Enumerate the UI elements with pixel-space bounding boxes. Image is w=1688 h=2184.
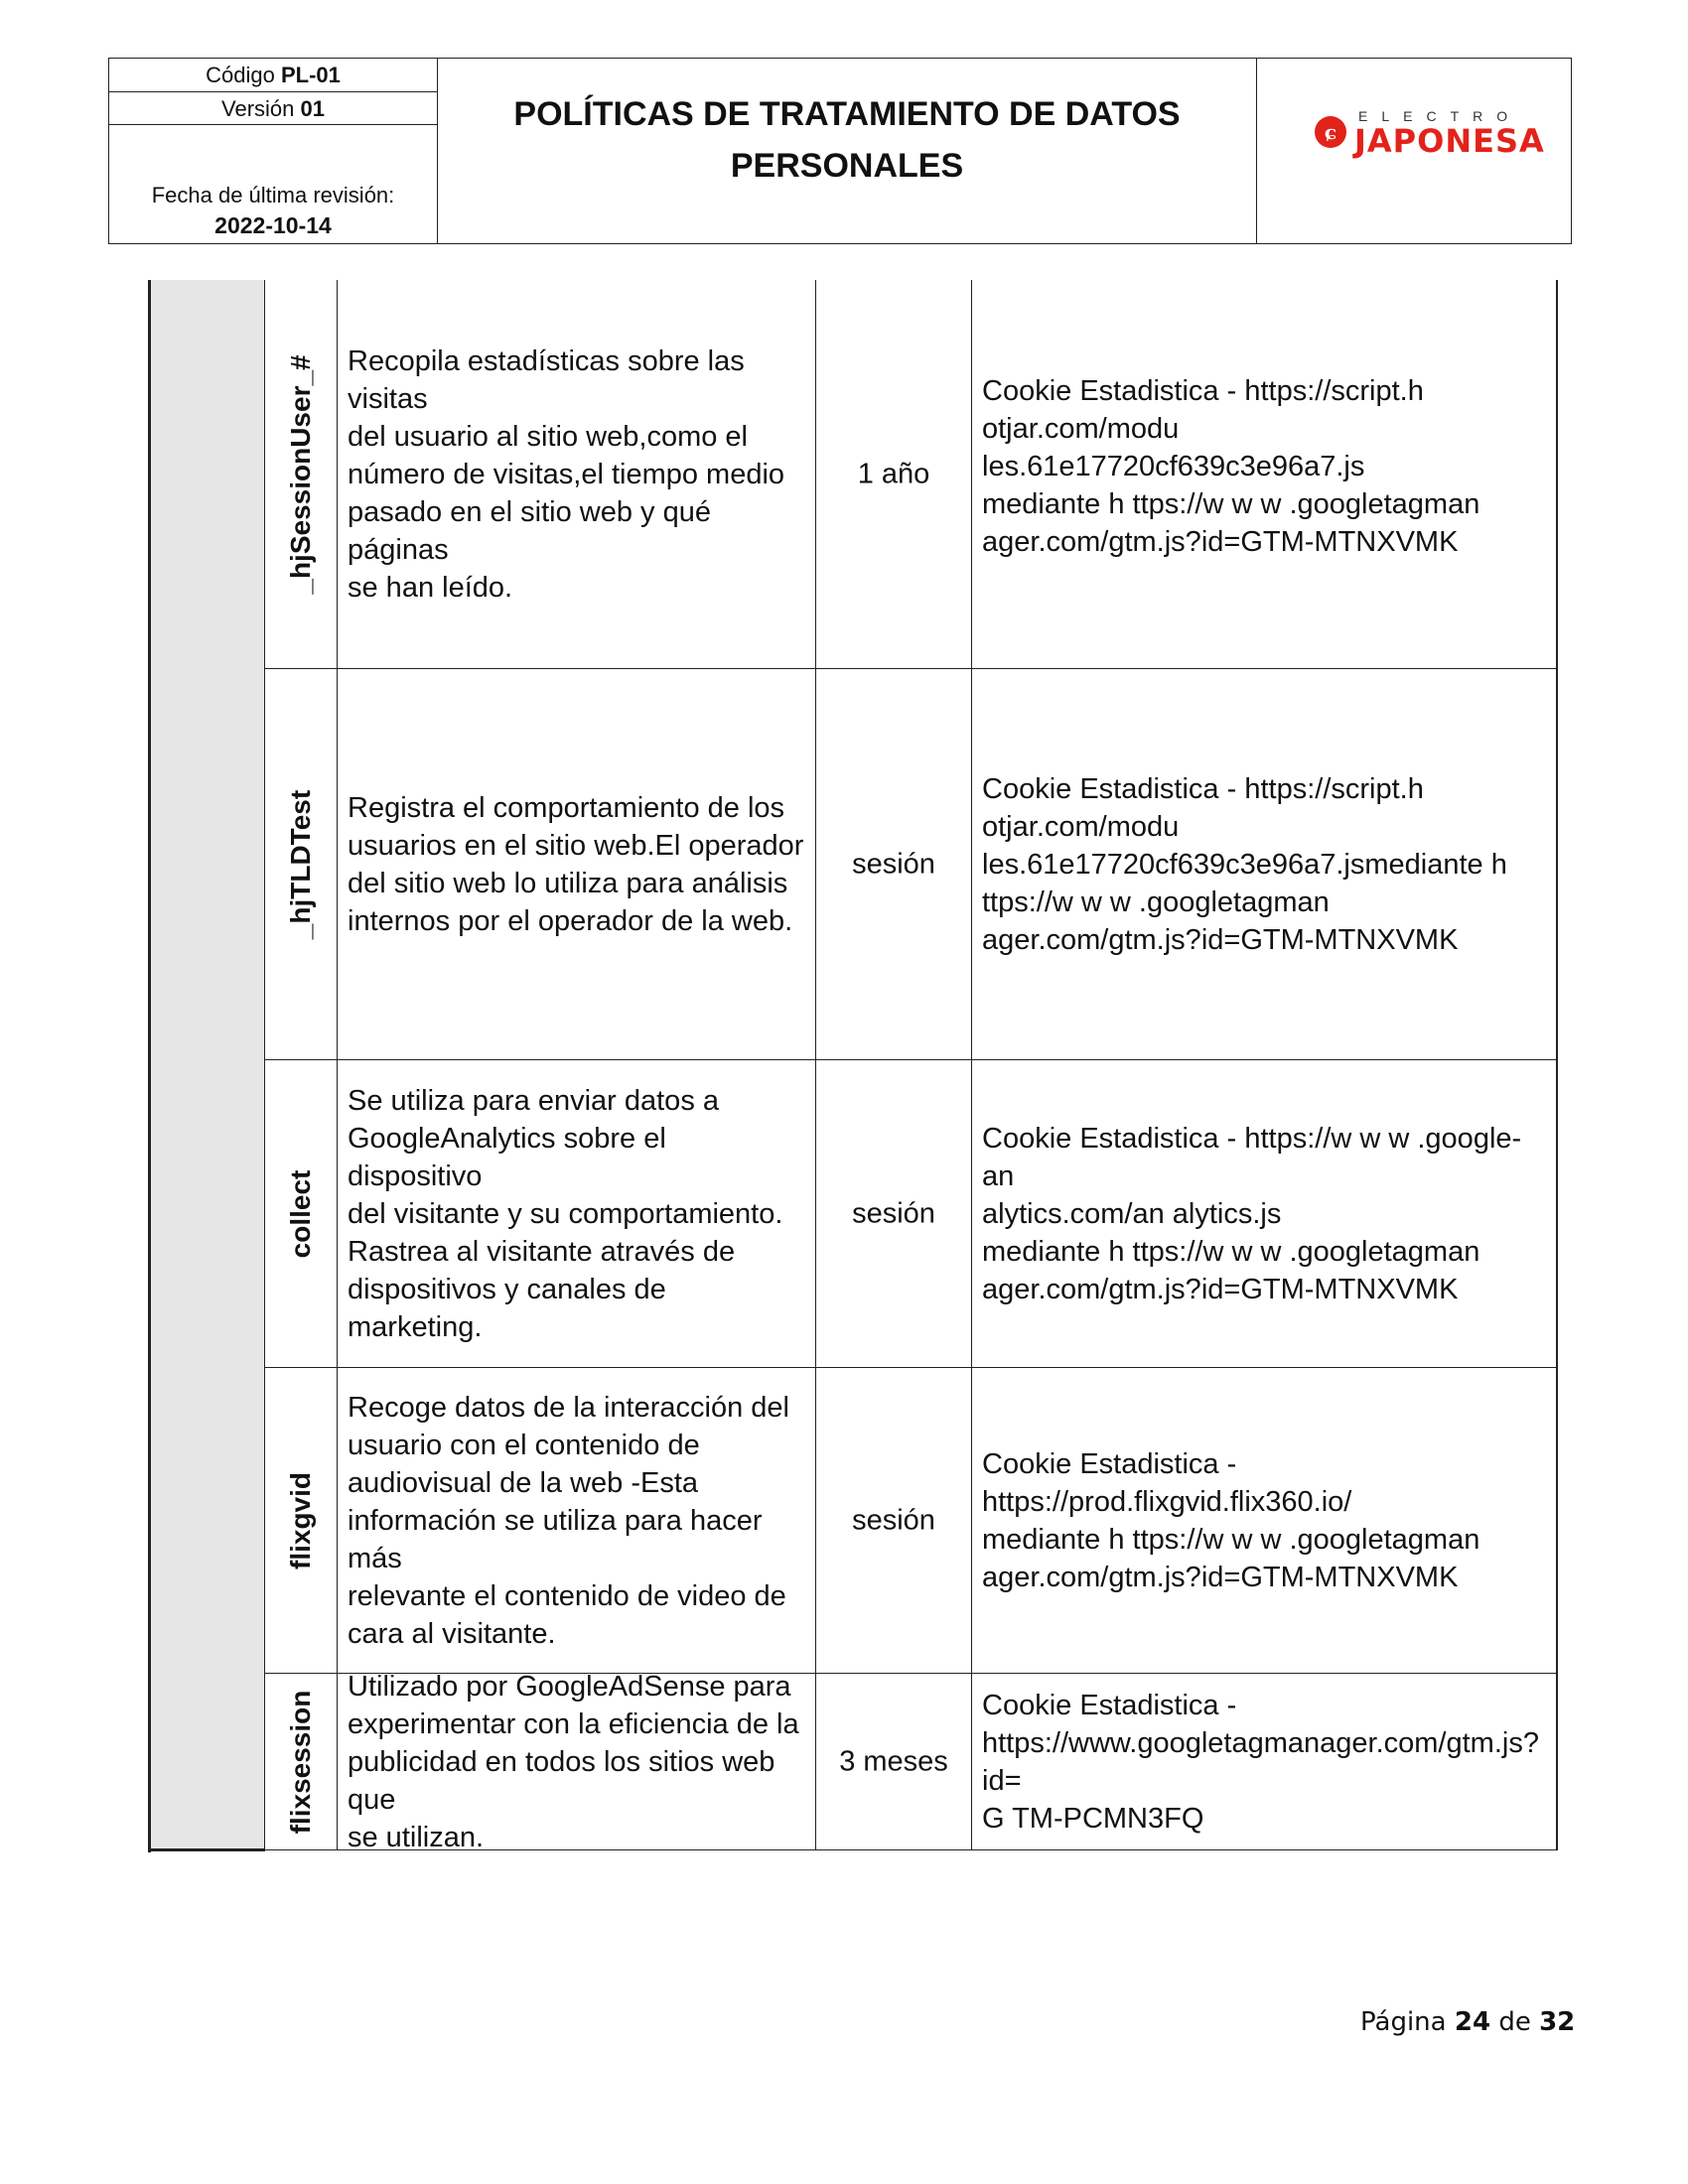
page-number [1360,2007,1575,2037]
description-cell [338,1060,816,1367]
page-total: 32 [1539,2007,1576,2037]
cookie-name: _hjSessionUser_# [285,353,316,595]
cookie-source: Cookie Estadistica - https://w w w .google-an alytics.com/an alytics.js mediante h ttps://w w w .googletagman ager.com/gtm.js?id=GTM-MTNXVMK [982,1122,1522,1305]
logo-swirl-icon: ɕ [1315,116,1346,148]
description-cell [338,1368,816,1673]
page-label: Página [1360,2007,1447,2037]
code-value: PL-01 [280,63,341,87]
description-cell [338,280,816,668]
cookie-name: collect [285,1169,316,1258]
cookie-duration: sesión [852,1504,935,1536]
version-cell [109,92,437,125]
title-line-1: POLÍTICAS DE TRATAMIENTO DE DATOS [513,95,1181,133]
table-row [264,669,1558,1060]
duration-cell [816,1674,972,1849]
cookie-description: Se utiliza para enviar datos a GoogleAnalytics sobre el dispositivo del visitante y su comportamiento. Rastrea al visitante através de dispositivos y canales de marketing. [348,1084,783,1343]
cookie-name-cell [264,1060,338,1367]
source-cell [972,280,1558,668]
version-value: 01 [300,96,325,121]
code-cell [109,59,437,92]
cookie-name-cell [264,280,338,668]
cookie-duration: 3 meses [839,1745,948,1777]
cookie-source: Cookie Estadistica - https://script.h otjar.com/modu les.61e17720cf639c3e96a7.jsmediante h ttps://w w w .googletagman ager.com/gtm.js?id=GTM-MTNXVMK [982,772,1507,956]
cookie-name-cell [264,1674,338,1849]
table-row [264,1670,1558,1853]
cookie-duration: sesión [852,1197,935,1229]
source-cell [972,1368,1558,1673]
description-cell [338,1670,816,1853]
title-line-2: PERSONALES [730,147,964,185]
source-cell [972,669,1558,1059]
cookie-description: Registra el comportamiento de los usuarios en el sitio web.El operador del sitio web lo utiliza para análisis internos por el operador de la web. [348,791,804,937]
cookie-name-cell [264,669,338,1059]
cookie-description: Recoge datos de la interacción del usuario con el contenido de audiovisual de la web -Esta información se utiliza para hacer más relevante el contenido de video de cara al visitante. [348,1391,789,1650]
table-row [264,1060,1558,1368]
cookie-name: _hjTLDTest [285,789,316,939]
document-header [108,58,1572,244]
document-title [438,88,1256,192]
cookie-source: Cookie Estadistica - https://prod.flixgvid.flix360.io/ mediante h ttps://w w w .googletagman ager.com/gtm.js?id=GTM-MTNXVMK [982,1447,1480,1593]
logo-main-text: JAPONESA [1354,122,1545,160]
cookie-name: flixsession [285,1690,316,1834]
description-cell [338,669,816,1059]
duration-cell [816,280,972,668]
cookie-name: flixgvid [285,1471,316,1570]
cookie-source: Cookie Estadistica - https://www.googletagmanager.com/gtm.js?id= G TM-PCMN3FQ [982,1689,1539,1835]
code-label: Código [206,63,275,87]
cookie-description: Recopila estadísticas sobre las visitas del usuario al sitio web,como el número de visitas,el tiempo medio pasado en el sitio web y qué páginas se han leído. [348,344,785,604]
category-column-border [148,280,151,1852]
revision-date: 2022-10-14 [214,212,332,238]
cookie-source: Cookie Estadistica - https://script.h otjar.com/modu les.61e17720cf639c3e96a7.js mediante h ttps://w w w .googletagman ager.com/gtm.js?id=GTM-MTNXVMK [982,374,1480,558]
category-column-bottom-border [148,1848,265,1851]
source-cell [972,1060,1558,1367]
cookie-duration: 1 año [857,458,930,489]
revision-label: Fecha de última revisión: [151,183,395,207]
header-meta [109,59,438,243]
duration-cell [816,1368,972,1673]
version-label: Versión [221,96,295,121]
duration-cell [816,1060,972,1367]
page-current: 24 [1454,2007,1491,2037]
cookie-name-cell [264,1368,338,1673]
header-logo-cell [1256,59,1571,243]
source-cell [972,1674,1558,1849]
revision-cell [109,125,437,245]
cookie-description: Utilizado por GoogleAdSense para experimentar con la eficiencia de la publicidad en todos los sitios web que se utilizan. [348,1670,799,1853]
company-logo [1315,108,1545,178]
table-row [264,1368,1558,1674]
cookie-duration: sesión [852,848,935,880]
category-column [149,280,264,1851]
page-of-label: de [1498,2007,1531,2037]
logo-top-text: ELECTRO [1358,108,1522,124]
duration-cell [816,669,972,1059]
table-row [264,280,1558,669]
